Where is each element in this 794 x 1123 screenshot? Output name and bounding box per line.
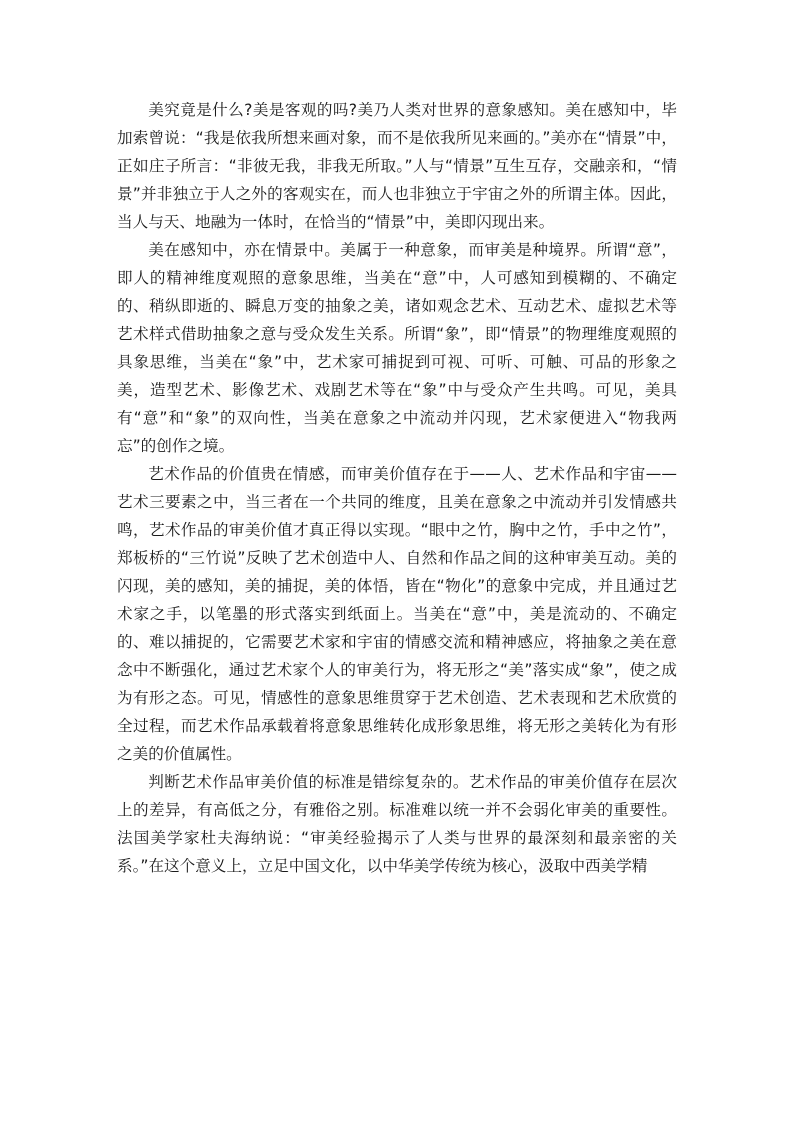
paragraph-1: 美究竟是什么?美是客观的吗?美乃人类对世界的意象感知。美在感知中，毕加索曾说：“我是依我所想来画对象，而不是依我所见来画的。”美亦在“情景”中，正如庄子所言：“非彼无我，非我无所取。”人与“情景”互生互存，交融亲和，“情景”并非独立于人之外的客观实在，而人也非独立于宇宙之外的所谓主体。因此，当人与天、地融为一体时，在恰当的“情景”中，美即闪现出来。 [117,101,677,231]
paragraph-4: 判断艺术作品审美价值的标准是错综复杂的。艺术作品的审美价值存在层次上的差异，有高低之分，有雅俗之别。标准难以统一并不会弱化审美的重要性。法国美学家杜夫海纳说：“审美经验揭示了人类与世界的最深刻和最亲密的关系。”在这个意义上，立足中国文化，以中华美学传统为核心，汲取中西美学精 [117,773,677,875]
paragraph-3: 艺术作品的价值贵在情感，而审美价值存在于——人、艺术作品和宇宙——艺术三要素之中，当三者在一个共同的维度，且美在意象之中流动并引发情感共鸣，艺术作品的审美价值才真正得以实现。“眼中之竹，胸中之竹，手中之竹”，郑板桥的“三竹说”反映了艺术创造中人、自然和作品之间的这种审美互动。美的闪现，美的感知，美的捕捉，美的体悟，皆在“物化”的意象中完成，并且通过艺术家之手，以笔墨的形式落实到纸面上。当美在“意”中，美是流动的、不确定的、难以捕捉的，它需要艺术家和宇宙的情感交流和精神感应，将抽象之美在意念中不断强化，通过艺术家个人的审美行为，将无形之“美”落实成“象”，使之成为有形之态。可见，情感性的意象思维贯穿于艺术创造、艺术表现和艺术欣赏的全过程，而艺术作品承载着将意象思维转化成形象思维，将无形之美转化为有形之美的价值属性。 [117,465,677,763]
paragraph-2: 美在感知中，亦在情景中。美属于一种意象，而审美是种境界。所谓“意”，即人的精神维度观照的意象思维，当美在“意”中，人可感知到模糊的、不确定的、稍纵即逝的、瞬息万变的抽象之美，诸如观念艺术、互动艺术、虚拟艺术等艺术样式借助抽象之意与受众发生关系。所谓“象”，即“情景”的物理维度观照的具象思维，当美在“象”中，艺术家可捕捉到可视、可听、可触、可品的形象之美，造型艺术、影像艺术、戏剧艺术等在“象”中与受众产生共鸣。可见，美具有“意”和“象”的双向性，当美在意象之中流动并闪现，艺术家便进入“物我两忘”的创作之境。 [117,241,677,455]
body-text [117,96,677,880]
